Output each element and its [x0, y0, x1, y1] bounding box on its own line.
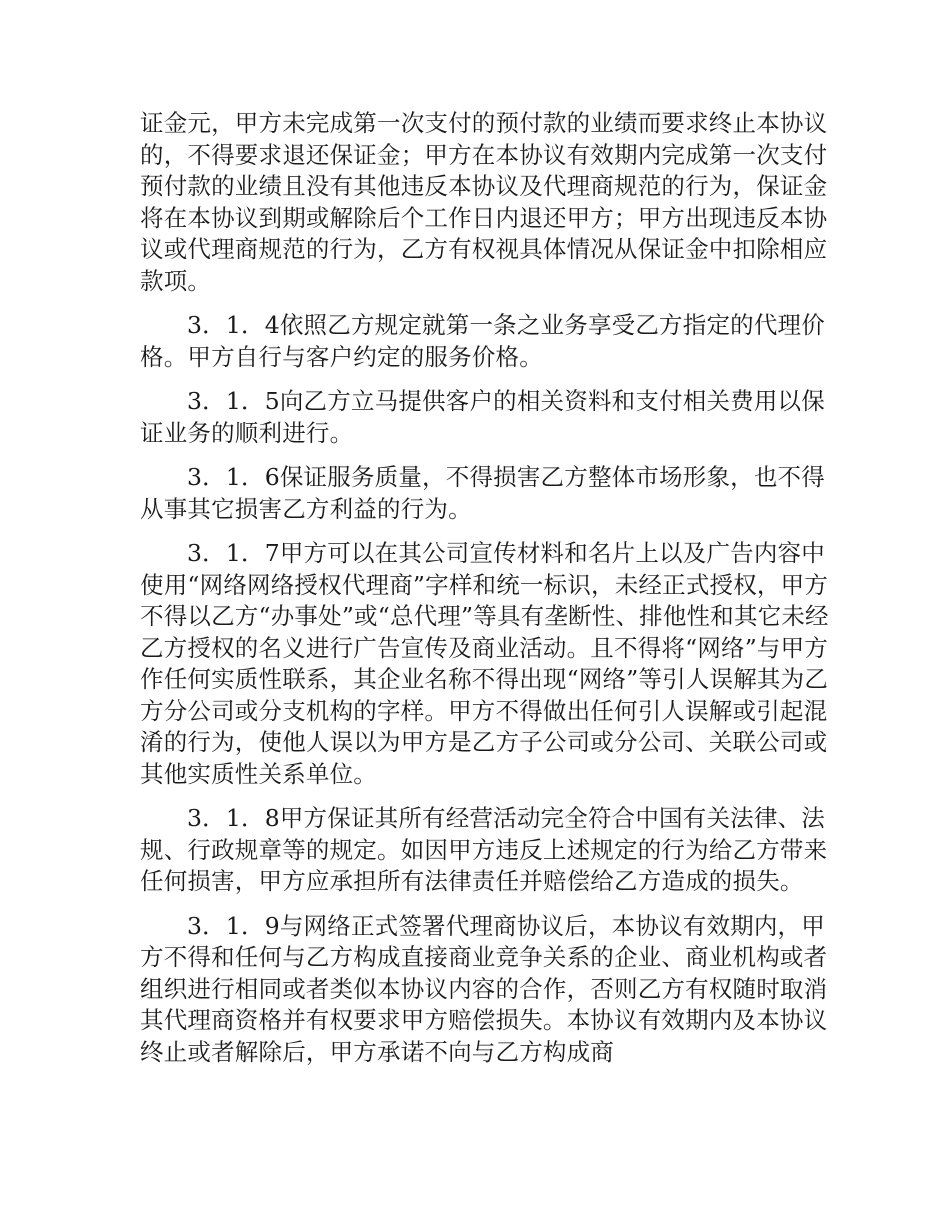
paragraph-3-1-7: 3．1．7甲方可以在其公司宣传材料和名片上以及广告内容中使用“网络网络授权代理商”字样和统一标识，未经正式授权，甲方不得以乙方“办事处”或“总代理”等具有垄断性、排他性和其它未经乙方授权的名义进行广告宣传及商业活动。且不得将“网络”与甲方作任何实质性联系，其企业名称不得出现“网络”等引人误解其为乙方分公司或分支机构的字样。甲方不得做出任何引人误解或引起混淆的行为，使他人误以为甲方是乙方子公司或分公司、关联公司或其他实质性关系单位。	[140, 539, 829, 788]
paragraph-3-1-5: 3．1．5向乙方立马提供客户的相关资料和支付相关费用以保证业务的顺利进行。	[140, 387, 825, 447]
paragraph-3-1-8: 3．1．8甲方保证其所有经营活动完全符合中国有关法律、法规、行政规章等的规定。如因甲方违反上述规定的行为给乙方带来任何损害，甲方应承担所有法律责任并赔偿给乙方造成的损失。	[140, 804, 828, 895]
paragraph-3-1-4: 3．1．4依照乙方规定就第一条之业务享受乙方指定的代理价格。甲方自行与客户约定的服务价格。	[140, 311, 825, 371]
document-body	[140, 108, 830, 1081]
paragraph-3-1-9: 3．1．9与网络正式签署代理商协议后，本协议有效期内，甲方不得和任何与乙方构成直接商业竞争关系的企业、商业机构或者组织进行相同或者类似本协议内容的合作，否则乙方有权随时取消其代理商资格并有权要求甲方赔偿损失。本协议有效期内及本协议终止或者解除后，甲方承诺不向与乙方构成商	[140, 911, 828, 1066]
paragraph-deposit-terms: 证金元，甲方未完成第一次支付的预付款的业绩而要求终止本协议的，不得要求退还保证金；甲方在本协议有效期内完成第一次支付预付款的业绩且没有其他违反本协议及代理商规范的行为，保证金将在本协议到期或解除后个工作日内退还甲方；甲方出现违反本协议或代理商规范的行为，乙方有权视具体情况从保证金中扣除相应款项。	[140, 109, 828, 295]
paragraph-3-1-6: 3．1．6保证服务质量，不得损害乙方整体市场形象，也不得从事其它损害乙方利益的行为。	[140, 463, 825, 523]
